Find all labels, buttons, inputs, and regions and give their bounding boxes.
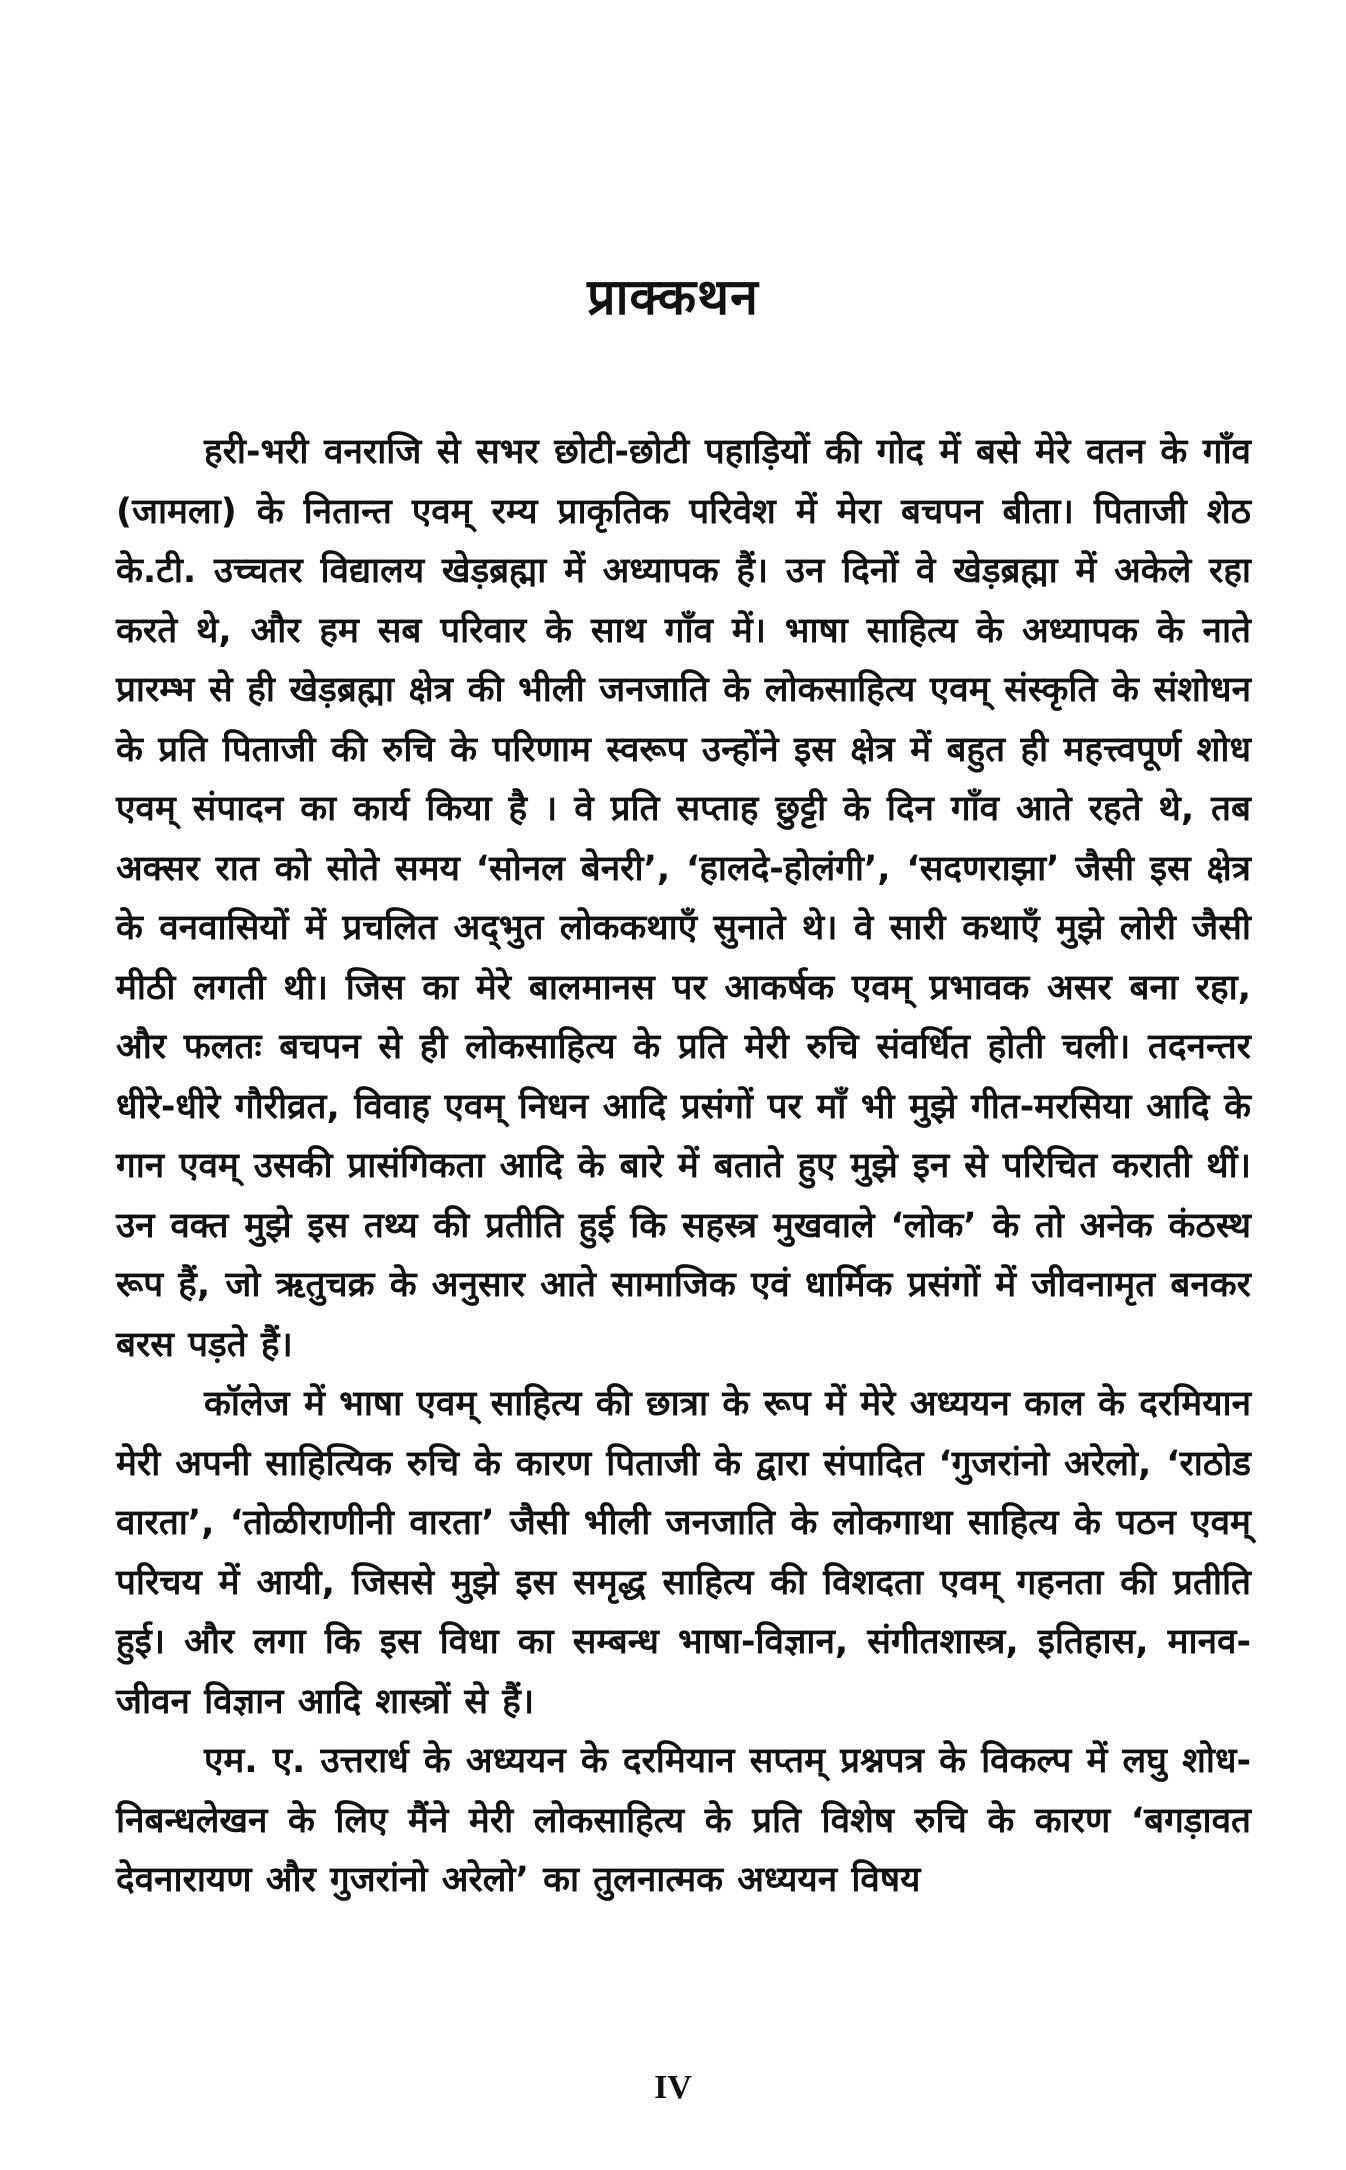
paragraph-2: कॉलेज में भाषा एवम् साहित्य की छात्रा के रूप में मेरे अध्ययन काल के दरमियान मेरी अपनी साहित्यिक रुचि के कारण पिताजी के द्वारा संपादित ‘गुजरांनो अरेलो, ‘राठोड वारता’, ‘तोळीराणीनी वारता’ जैसी भीली जनजाति के लोकगाथा साहित्य के पठन एवम् परिचय में आयी, जिससे मुझे इस समृद्ध साहित्य की विशदता एवम् गहनता की प्रतीति हुई। और लगा कि इस विधा का सम्बन्ध भाषा-विज्ञान, संगीतशास्त्र, इतिहास, मानव-जीवन विज्ञान आदि शास्त्रों से हैं। bbox=[116, 1384, 1251, 1722]
page-title: प्राक्कथन bbox=[587, 268, 759, 326]
body-text bbox=[116, 423, 1251, 1911]
paragraph-3: एम. ए. उत्तरार्ध के अध्ययन के दरमियान सप्तम् प्रश्नपत्र के विकल्प में लघु शोध-निबन्धलेखन के लिए मैंने मेरी लोकसाहित्य के प्रति विशेष रुचि के कारण ‘बगड़ावत देवनारायण और गुजरांनो अरेलो’ का तुलनात्मक अध्ययन विषय bbox=[116, 1741, 1251, 1900]
page-number: IV bbox=[654, 2069, 692, 2106]
paragraph-1: हरी-भरी वनराजि से सभर छोटी-छोटी पहाड़ियों की गोद में बसे मेरे वतन के गाँव (जामला) के नितान्त एवम् रम्य प्राकृतिक परिवेश में मेरा बचपन बीता। पिताजी शेठ के.टी. उच्चतर विद्यालय खेड़ब्रह्मा में अध्यापक हैं। उन दिनों वे खेड़ब्रह्मा में अकेले रहा करते थे, और हम सब परिवार के साथ गाँव में। भाषा साहित्य के अध्यापक के नाते प्रारम्भ से ही खेड़ब्रह्मा क्षेत्र की भीली जनजाति के लोकसाहित्य एवम् संस्कृति के संशोधन के प्रति पिताजी की रुचि के परिणाम स्वरूप उन्होंने इस क्षेत्र में बहुत ही महत्त्वपूर्ण शोध एवम् संपादन का कार्य किया है । वे प्रति सप्ताह छुट्टी के दिन गाँव आते रहते थे, तब अक्सर रात को सोते समय ‘सोनल बेनरी’, ‘हालदे-होलंगी’, ‘सदणराझा’ जैसी इस क्षेत्र के वनवासियों में प्रचलित अद्‌भुत लोककथाएँ सुनाते थे। वे सारी कथाएँ मुझे लोरी जैसी मीठी लगती थी। जिस का मेरे बालमानस पर आकर्षक एवम् प्रभावक असर बना रहा, और फलतः बचपन से ही लोकसाहित्य के प्रति मेरी रुचि संवर्धित होती चली। तदनन्तर धीरे-धीरे गौरीव्रत, विवाह एवम् निधन आदि प्रसंगों पर माँ भी मुझे गीत-मरसिया आदि के गान एवम् उसकी प्रासंगिकता आदि के बारे में बताते हुए मुझे इन से परिचित कराती थीं। उन वक्त मुझे इस तथ्य की प्रतीति हुई कि सहस्त्र मुखवाले ‘लोक’ के तो अनेक कंठस्थ रूप हैं, जो ऋतुचक्र के अनुसार आते सामाजिक एवं धार्मिक प्रसंगों में जीवनामृत बनकर बरस पड़ते हैं। bbox=[116, 432, 1251, 1365]
